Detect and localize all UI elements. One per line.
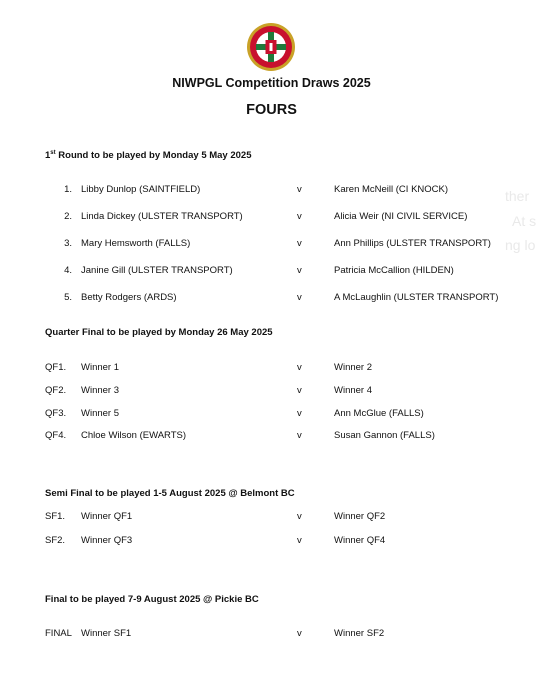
away-team: Ann McGlue (FALLS) xyxy=(334,408,424,419)
away-team: Winner SF2 xyxy=(334,628,385,639)
home-team: Mary Hemsworth (FALLS) xyxy=(81,238,191,249)
competition-name: FOURS xyxy=(246,102,297,118)
versus-label: v xyxy=(297,238,302,249)
quarter-final-match-2 xyxy=(0,385,543,399)
home-team: Winner QF1 xyxy=(81,511,133,522)
versus-label: v xyxy=(297,535,302,546)
quarter-final-match-3 xyxy=(0,408,543,422)
match-code: QF3. xyxy=(45,408,67,419)
match-code: QF4. xyxy=(45,430,67,441)
home-team: Linda Dickey (ULSTER TRANSPORT) xyxy=(81,211,243,222)
versus-label: v xyxy=(297,385,302,396)
home-team: Libby Dunlop (SAINTFIELD) xyxy=(81,184,201,195)
semi-final-match-1 xyxy=(0,511,543,525)
away-team: Winner QF2 xyxy=(334,511,386,522)
home-team: Janine Gill (ULSTER TRANSPORT) xyxy=(81,265,233,276)
match-number: 1. xyxy=(64,184,72,195)
match-code: FINAL xyxy=(45,628,72,639)
round1-heading: 1st Round to be played by Monday 5 May 2025 xyxy=(45,150,252,161)
match-number: 5. xyxy=(64,292,72,303)
match-code: QF2. xyxy=(45,385,67,396)
versus-label: v xyxy=(297,511,302,522)
match-code: SF1. xyxy=(45,511,66,522)
home-team: Winner 5 xyxy=(81,408,120,419)
versus-label: v xyxy=(297,430,302,441)
round1-match-4 xyxy=(0,265,543,279)
final-heading: Final to be played 7-9 August 2025 @ Pickie BC xyxy=(45,594,259,605)
away-team: Karen McNeill (CI KNOCK) xyxy=(334,184,449,195)
away-team: A McLaughlin (ULSTER TRANSPORT) xyxy=(334,292,499,303)
away-team: Alicia Weir (NI CIVIL SERVICE) xyxy=(334,211,468,222)
round1-match-3 xyxy=(0,238,543,252)
home-team: Winner QF3 xyxy=(81,535,133,546)
ulster-crest-logo xyxy=(246,22,296,72)
semi-final-heading: Semi Final to be played 1-5 August 2025 @ Belmont BC xyxy=(45,488,295,499)
away-team: Winner 2 xyxy=(334,362,373,373)
versus-label: v xyxy=(297,265,302,276)
overlay-fragment: At s xyxy=(512,213,537,229)
round1-match-5 xyxy=(0,292,543,306)
final-match xyxy=(0,628,543,642)
away-team: Patricia McCallion (HILDEN) xyxy=(334,265,454,276)
versus-label: v xyxy=(297,184,302,195)
versus-label: v xyxy=(297,362,302,373)
versus-label: v xyxy=(297,211,302,222)
match-number: 2. xyxy=(64,211,72,222)
away-team: Winner 4 xyxy=(334,385,373,396)
home-team: Betty Rodgers (ARDS) xyxy=(81,292,177,303)
away-team: Winner QF4 xyxy=(334,535,386,546)
match-number: 3. xyxy=(64,238,72,249)
home-team: Winner 1 xyxy=(81,362,120,373)
semi-final-match-2 xyxy=(0,535,543,549)
document-title: NIWPGL Competition Draws 2025 xyxy=(172,76,371,90)
match-code: SF2. xyxy=(45,535,66,546)
versus-label: v xyxy=(297,628,302,639)
home-team: Winner SF1 xyxy=(81,628,132,639)
overlay-fragment: ther xyxy=(505,188,530,204)
away-team: Susan Gannon (FALLS) xyxy=(334,430,435,441)
overlay-fragment: ng lo xyxy=(505,237,536,253)
match-number: 4. xyxy=(64,265,72,276)
home-team: Winner 3 xyxy=(81,385,120,396)
quarter-final-heading: Quarter Final to be played by Monday 26 May 2025 xyxy=(45,327,273,338)
versus-label: v xyxy=(297,408,302,419)
away-team: Ann Phillips (ULSTER TRANSPORT) xyxy=(334,238,491,249)
quarter-final-match-1 xyxy=(0,362,543,376)
home-team: Chloe Wilson (EWARTS) xyxy=(81,430,187,441)
versus-label: v xyxy=(297,292,302,303)
round1-match-2 xyxy=(0,211,543,225)
quarter-final-match-4 xyxy=(0,430,543,444)
match-code: QF1. xyxy=(45,362,67,373)
round1-match-1 xyxy=(0,184,543,198)
